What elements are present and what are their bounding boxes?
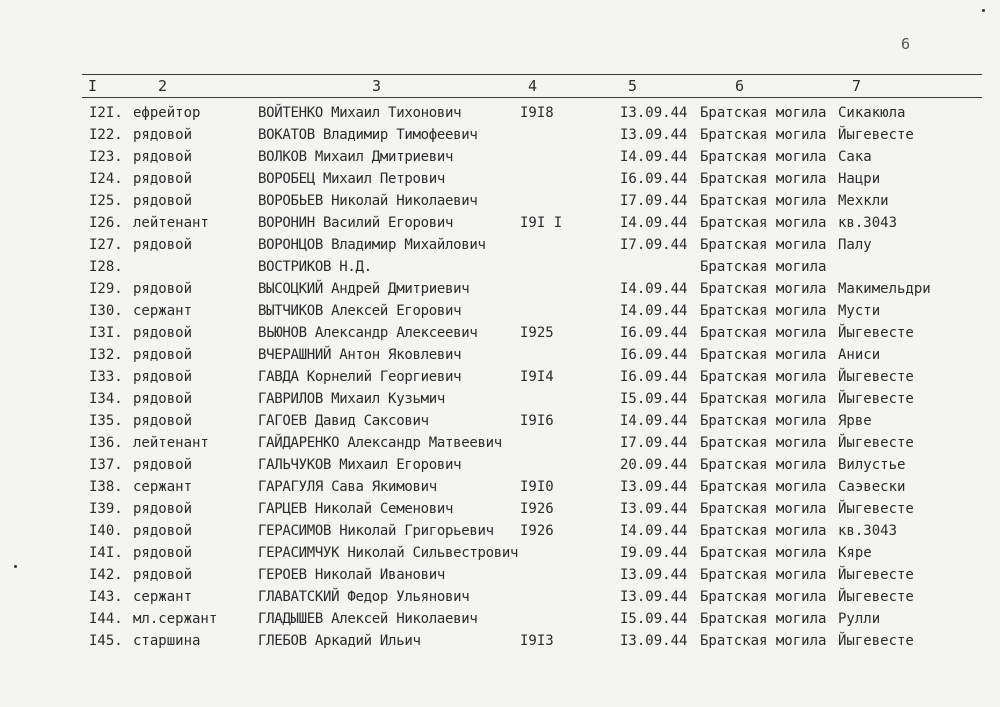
burial-place: Аниси — [838, 347, 881, 363]
full-name: ВОРОБЕЦ Михаил Петрович — [258, 171, 445, 187]
burial-place: Йыгевесте — [838, 567, 914, 583]
table-row — [0, 191, 1000, 213]
record-number: I26. — [89, 215, 123, 231]
record-number: I45. — [89, 633, 123, 649]
death-date: I4.09.44 — [620, 149, 688, 165]
burial-type: Братская могила — [700, 523, 827, 539]
record-number: I30. — [89, 303, 123, 319]
military-rank: рядовой — [133, 457, 193, 473]
burial-type: Братская могила — [700, 215, 827, 231]
full-name: ВОКАТОВ Владимир Тимофеевич — [258, 127, 478, 143]
birth-year: I9I0 — [520, 479, 554, 495]
record-number: I38. — [89, 479, 123, 495]
full-name: ВОРОНЦОВ Владимир Михайлович — [258, 237, 486, 253]
military-rank: рядовой — [133, 413, 193, 429]
military-rank: сержант — [133, 479, 193, 495]
burial-place: Йыгевесте — [838, 501, 914, 517]
table-row — [0, 433, 1000, 455]
burial-type: Братская могила — [700, 303, 827, 319]
burial-type: Братская могила — [700, 281, 827, 297]
full-name: ВЬЮНОВ Александр Алексеевич — [258, 325, 478, 341]
table-row — [0, 345, 1000, 367]
burial-place: Йыгевесте — [838, 369, 914, 385]
page-number: 6 — [901, 35, 911, 53]
full-name: ВЫТЧИКОВ Алексей Егорович — [258, 303, 462, 319]
burial-type: Братская могила — [700, 347, 827, 363]
full-name: ВОРОБЬЕВ Николай Николаевич — [258, 193, 478, 209]
death-date: I5.09.44 — [620, 391, 688, 407]
death-date: I6.09.44 — [620, 171, 688, 187]
burial-place: Мусти — [838, 303, 881, 319]
burial-place: Йыгевесте — [838, 633, 914, 649]
record-number: I23. — [89, 149, 123, 165]
column-header-6: 6 — [735, 77, 745, 95]
full-name: ГЕРАСИМОВ Николай Григорьевич — [258, 523, 494, 539]
military-rank: сержант — [133, 589, 193, 605]
birth-year: I9I6 — [520, 413, 554, 429]
burial-place: Кяре — [838, 545, 872, 561]
burial-place: Йыгевесте — [838, 435, 914, 451]
burial-place: Сикакюла — [838, 105, 906, 121]
death-date: I7.09.44 — [620, 193, 688, 209]
full-name: ВЧЕРАШНИЙ Антон Яковлевич — [258, 347, 462, 363]
military-rank: рядовой — [133, 501, 193, 517]
burial-type: Братская могила — [700, 149, 827, 165]
column-headers — [0, 77, 1000, 97]
burial-type: Братская могила — [700, 457, 827, 473]
table-row — [0, 323, 1000, 345]
record-list — [0, 103, 1000, 653]
full-name: ГЛАВАТСКИЙ Федор Ульянович — [258, 589, 470, 605]
full-name: ГАВРИЛОВ Михаил Кузьмич — [258, 391, 445, 407]
burial-place: Ярве — [838, 413, 872, 429]
record-number: I40. — [89, 523, 123, 539]
burial-type: Братская могила — [700, 171, 827, 187]
birth-year: I9I I — [520, 215, 563, 231]
burial-type: Братская могила — [700, 369, 827, 385]
burial-type: Братская могила — [700, 633, 827, 649]
death-date: I4.09.44 — [620, 215, 688, 231]
full-name: ВОРОНИН Василий Егорович — [258, 215, 454, 231]
death-date: I7.09.44 — [620, 237, 688, 253]
table-row — [0, 587, 1000, 609]
table-row — [0, 279, 1000, 301]
death-date: I4.09.44 — [620, 413, 688, 429]
military-rank: лейтенант — [133, 435, 209, 451]
record-number: I44. — [89, 611, 123, 627]
military-rank: рядовой — [133, 171, 193, 187]
full-name: ГЕРОЕВ Николай Иванович — [258, 567, 445, 583]
full-name: ГАРЦЕВ Николай Семенович — [258, 501, 454, 517]
record-number: I37. — [89, 457, 123, 473]
full-name: ВЫСОЦКИЙ Андрей Дмитриевич — [258, 281, 470, 297]
burial-place: Палу — [838, 237, 872, 253]
record-number: I34. — [89, 391, 123, 407]
record-number: I2I. — [89, 105, 123, 121]
military-rank: лейтенант — [133, 215, 209, 231]
full-name: ГАГОЕВ Давид Саксович — [258, 413, 429, 429]
column-header-2: 2 — [158, 77, 168, 95]
full-name: ГАЛЬЧУКОВ Михаил Егорович — [258, 457, 462, 473]
table-row — [0, 499, 1000, 521]
burial-place: Вилустье — [838, 457, 906, 473]
record-number: I24. — [89, 171, 123, 187]
military-rank: ефрейтор — [133, 105, 201, 121]
full-name: ГЛЕБОВ Аркадий Ильич — [258, 633, 421, 649]
burial-place: Йыгевесте — [838, 589, 914, 605]
death-date: I3.09.44 — [620, 127, 688, 143]
full-name: ГЕРАСИМЧУК Николай Сильвестрович — [258, 545, 519, 561]
death-date: 20.09.44 — [620, 457, 688, 473]
death-date: I6.09.44 — [620, 369, 688, 385]
table-row — [0, 631, 1000, 653]
full-name: ВОЛКОВ Михаил Дмитриевич — [258, 149, 454, 165]
burial-place: Рулли — [838, 611, 881, 627]
death-date: I6.09.44 — [620, 347, 688, 363]
burial-type: Братская могила — [700, 545, 827, 561]
burial-type: Братская могила — [700, 413, 827, 429]
death-date: I3.09.44 — [620, 105, 688, 121]
record-number: I32. — [89, 347, 123, 363]
death-date: I6.09.44 — [620, 325, 688, 341]
header-top-rule — [82, 74, 982, 75]
table-row — [0, 103, 1000, 125]
birth-year: I9I3 — [520, 633, 554, 649]
full-name: ГАВДА Корнелий Георгиевич — [258, 369, 462, 385]
death-date: I3.09.44 — [620, 633, 688, 649]
birth-year: I925 — [520, 325, 554, 341]
military-rank: рядовой — [133, 325, 193, 341]
full-name: ГЛАДЫШЕВ Алексей Николаевич — [258, 611, 478, 627]
death-date: I3.09.44 — [620, 567, 688, 583]
death-date: I4.09.44 — [620, 523, 688, 539]
burial-place: Йыгевесте — [838, 391, 914, 407]
death-date: I3.09.44 — [620, 479, 688, 495]
burial-place: кв.3043 — [838, 523, 898, 539]
birth-year: I926 — [520, 523, 554, 539]
table-row — [0, 367, 1000, 389]
military-rank: рядовой — [133, 567, 193, 583]
burial-type: Братская могила — [700, 589, 827, 605]
table-row — [0, 455, 1000, 477]
record-number: I43. — [89, 589, 123, 605]
burial-type: Братская могила — [700, 611, 827, 627]
record-number: I33. — [89, 369, 123, 385]
full-name: ГАРАГУЛЯ Сава Якимович — [258, 479, 437, 495]
burial-place: Макимельдри — [838, 281, 931, 297]
military-rank: рядовой — [133, 523, 193, 539]
column-header-7: 7 — [852, 77, 862, 95]
record-number: I36. — [89, 435, 123, 451]
death-date: I9.09.44 — [620, 545, 688, 561]
military-rank: старшина — [133, 633, 201, 649]
table-row — [0, 389, 1000, 411]
military-rank: рядовой — [133, 369, 193, 385]
burial-place: кв.3043 — [838, 215, 898, 231]
column-header-3: 3 — [372, 77, 382, 95]
paper-speck — [982, 9, 985, 12]
record-number: I39. — [89, 501, 123, 517]
column-header-4: 4 — [528, 77, 538, 95]
full-name: ВОСТРИКОВ Н.Д. — [258, 259, 372, 275]
column-header-1: I — [88, 77, 98, 95]
military-rank: рядовой — [133, 347, 193, 363]
table-row — [0, 521, 1000, 543]
record-number: I22. — [89, 127, 123, 143]
military-rank: рядовой — [133, 193, 193, 209]
burial-type: Братская могила — [700, 127, 827, 143]
burial-type: Братская могила — [700, 237, 827, 253]
military-rank: сержант — [133, 303, 193, 319]
burial-type: Братская могила — [700, 391, 827, 407]
burial-place: Йыгевесте — [838, 325, 914, 341]
record-number: I42. — [89, 567, 123, 583]
record-number: I3I. — [89, 325, 123, 341]
burial-place: Мехкли — [838, 193, 889, 209]
record-number: I4I. — [89, 545, 123, 561]
burial-place: Саэвески — [838, 479, 906, 495]
table-row — [0, 565, 1000, 587]
military-rank: рядовой — [133, 281, 193, 297]
burial-type: Братская могила — [700, 105, 827, 121]
table-row — [0, 235, 1000, 257]
record-number: I29. — [89, 281, 123, 297]
burial-place: Нацри — [838, 171, 881, 187]
table-row — [0, 147, 1000, 169]
military-rank: рядовой — [133, 545, 193, 561]
paper-speck — [14, 565, 17, 568]
full-name: ГАЙДАРЕНКО Александр Матвеевич — [258, 435, 502, 451]
military-rank: мл.сержант — [133, 611, 218, 627]
birth-year: I9I8 — [520, 105, 554, 121]
birth-year: I926 — [520, 501, 554, 517]
military-rank: рядовой — [133, 237, 193, 253]
burial-place: Сака — [838, 149, 872, 165]
death-date: I5.09.44 — [620, 611, 688, 627]
record-number: I25. — [89, 193, 123, 209]
burial-type: Братская могила — [700, 435, 827, 451]
table-row — [0, 301, 1000, 323]
death-date: I3.09.44 — [620, 589, 688, 605]
header-bottom-rule — [82, 97, 982, 98]
table-row — [0, 257, 1000, 279]
table-row — [0, 125, 1000, 147]
death-date: I3.09.44 — [620, 501, 688, 517]
birth-year: I9I4 — [520, 369, 554, 385]
military-rank: рядовой — [133, 391, 193, 407]
table-row — [0, 213, 1000, 235]
burial-type: Братская могила — [700, 479, 827, 495]
full-name: ВОЙТЕНКО Михаил Тихонович — [258, 105, 462, 121]
table-row — [0, 477, 1000, 499]
table-row — [0, 411, 1000, 433]
death-date: I4.09.44 — [620, 303, 688, 319]
table-row — [0, 169, 1000, 191]
burial-type: Братская могила — [700, 325, 827, 341]
burial-type: Братская могила — [700, 567, 827, 583]
death-date: I4.09.44 — [620, 281, 688, 297]
military-rank: рядовой — [133, 149, 193, 165]
burial-type: Братская могила — [700, 501, 827, 517]
burial-type: Братская могила — [700, 193, 827, 209]
table-row — [0, 609, 1000, 631]
burial-type: Братская могила — [700, 259, 827, 275]
record-number: I27. — [89, 237, 123, 253]
military-rank: рядовой — [133, 127, 193, 143]
table-row — [0, 543, 1000, 565]
burial-place: Йыгевесте — [838, 127, 914, 143]
column-header-5: 5 — [628, 77, 638, 95]
death-date: I7.09.44 — [620, 435, 688, 451]
record-number: I28. — [89, 259, 123, 275]
record-number: I35. — [89, 413, 123, 429]
